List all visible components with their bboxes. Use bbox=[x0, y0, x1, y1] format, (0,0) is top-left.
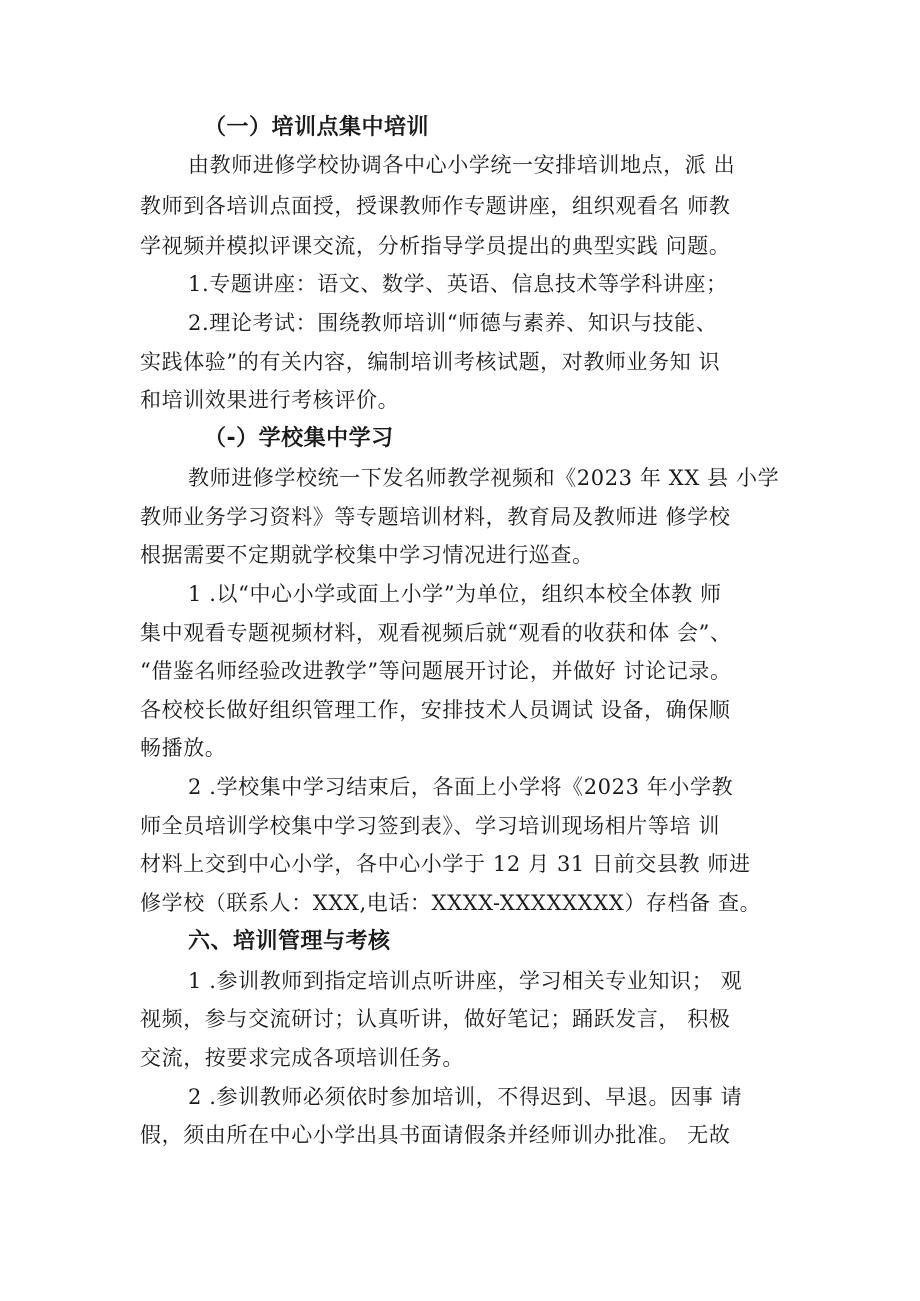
list-item-line: 集中观看专题视频材料，观看视频后就“观看的收获和体 会”、 bbox=[140, 621, 732, 645]
list-item-line: 2 .学校集中学习结束后，各面上小学将《2023 年小学教 bbox=[188, 775, 734, 799]
section-heading-training-sites: （一）培训点集中培训 bbox=[204, 115, 430, 140]
list-item-line: 2 .参训教师必须依时参加培训，不得迟到、早退。因事 请 bbox=[188, 1085, 743, 1109]
section-heading-management: 六、培训管理与考核 bbox=[188, 929, 391, 954]
list-item-line: 实践体验”的有关内容，编制培训考核试题，对教师业务知 识 bbox=[140, 350, 721, 374]
paragraph-line: 教师到各培训点面授，授课教师作专题讲座，组织观看名 师教 bbox=[140, 194, 731, 218]
list-item-line: 1.专题讲座：语文、数学、英语、信息技术等学科讲座； bbox=[188, 272, 728, 296]
paragraph-line: 教师业务学习资料》等专题培训材料，教育局及教师进 修学校 bbox=[140, 505, 731, 529]
list-item-line: 和培训效果进行考核评价。 bbox=[140, 388, 400, 412]
list-item-line: 视频，参与交流研讨；认真听讲，做好笔记；踊跃发言， 积极 bbox=[140, 1007, 731, 1031]
list-item-line: 交流，按要求完成各项培训任务。 bbox=[140, 1046, 464, 1070]
paragraph-line: 教师进修学校统一下发名师教学视频和《2023 年 XX 县 小学 bbox=[188, 466, 780, 490]
list-item-line: 畅播放。 bbox=[140, 736, 227, 760]
section-heading-school-study: （-）学校集中学习 bbox=[204, 426, 394, 451]
list-item-line: 假，须由所在中心小学出具书面请假条并经师训办批准。 无故 bbox=[140, 1123, 731, 1147]
list-item-line: 修学校（联系人：XXX,电话：XXXX-XXXXXXXX）存档备 查。 bbox=[140, 891, 762, 915]
paragraph-line: 学视频并模拟评课交流，分析指导学员提出的典型实践 问题。 bbox=[140, 234, 731, 258]
paragraph-line: 根据需要不定期就学校集中学习情况进行巡查。 bbox=[140, 543, 594, 567]
list-item-line: 1 .以“中心小学或面上小学”为单位，组织本校全体教 师 bbox=[188, 582, 722, 606]
list-item-line: 各校校长做好组织管理工作，安排技术人员调试 设备，确保顺 bbox=[140, 698, 731, 722]
list-item-line: 1 .参训教师到指定培训点听讲座，学习相关专业知识； 观 bbox=[188, 969, 743, 993]
list-item-line: 材料上交到中心小学，各中心小学于 12 月 31 日前交县教 师进 bbox=[140, 852, 751, 876]
paragraph-line: 由教师进修学校协调各中心小学统一安排培训地点，派 出 bbox=[188, 153, 736, 177]
list-item-line: “借鉴名师经验改进教学”等问题展开讨论，并做好 讨论记录。 bbox=[140, 659, 732, 683]
list-item-line: 师全员培训学校集中学习签到表》、学习培训现场相片等培 训 bbox=[140, 814, 720, 838]
list-item-line: 2.理论考试：围绕教师培训“师德与素养、知识与技能、 bbox=[188, 311, 718, 335]
